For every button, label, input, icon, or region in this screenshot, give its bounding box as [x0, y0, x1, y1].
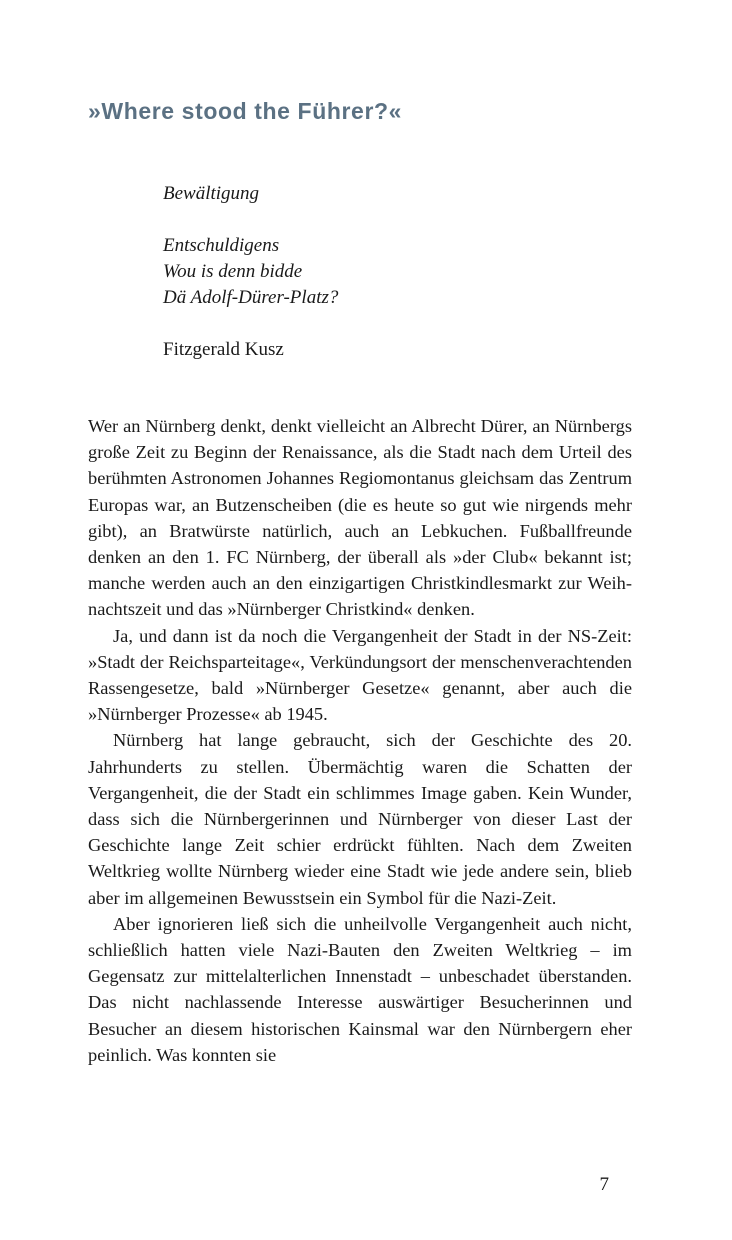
paragraph: Nürnberg hat lange gebraucht, sich der Geschichte des 20. Jahrhunderts zu stellen. Übermächtig waren die Schatten der Vergangenheit, die der Stadt ein schlimmes Image gaben. Kein Wunder, dass sich die Nürnbergerinnen und Nürnberger von dieser Last der Geschichte lange Zeit schier erdrückt fühlten. Nach dem Zweiten Weltkrieg wollte Nürnberg wieder eine Stadt wie jede andere sein, blieb aber im allgemeinen Bewusstsein ein Symbol für die Nazi-Zeit.	[88, 730, 632, 908]
page-number: 7	[599, 1174, 609, 1195]
epigraph-line: Entschuldigens	[163, 235, 280, 256]
epigraph-line: Dä Adolf-Dürer-Platz?	[163, 287, 339, 308]
chapter-title: »Where stood the Führer?«	[88, 98, 403, 124]
epigraph-poem-title: Bewältigung	[163, 183, 260, 204]
paragraph: Aber ignorieren ließ sich die unheilvolle Vergangenheit auch nicht, schließlich hatten viele Nazi-Bauten den Zweiten Weltkrieg – im Gegensatz zur mittelalterlichen Innenstadt – unbeschadet überstanden. Das nicht nachlassende Interesse auswärtiger Besucherinnen und Besucher an diesem historischen Kainsmal war den Nürnbergern eher peinlich. Was konnten sie	[88, 913, 632, 1065]
body-text	[88, 413, 632, 1068]
paragraph: Wer an Nürnberg denkt, denkt vielleicht an Albrecht Dürer, an Nürnbergs große Zeit zu Beginn der Renaissance, als die Stadt nach dem Urteil des berühmten Astronomen Johannes Regiomontanus gleichsam das Zentrum Europas war, an Butzenscheiben (die es heute so gut wie nirgends mehr gibt), an Bratwürste natürlich, auch an Lebkuchen. Fußballfreunde denken an den 1. FC Nürnberg, der überall als »der Club« bekannt ist; manche werden auch an den einzigartigen Christkindlesmarkt zur Weihnachtszeit und das »Nürnberger Christkind« denken.	[88, 416, 632, 620]
epigraph-line: Wou is denn bidde	[163, 261, 303, 282]
epigraph	[163, 181, 623, 363]
epigraph-author: Fitzgerald Kusz	[163, 339, 284, 360]
paragraph: Ja, und dann ist da noch die Vergangenheit der Stadt in der NS-Zeit: »Stadt der Reichsparteitage«, Verkündungsort der menschenverachtenden Rassengesetze, bald »Nürnberger Gesetze« genannt, aber auch die »Nürnberger Prozesse« ab 1945.	[88, 625, 632, 725]
